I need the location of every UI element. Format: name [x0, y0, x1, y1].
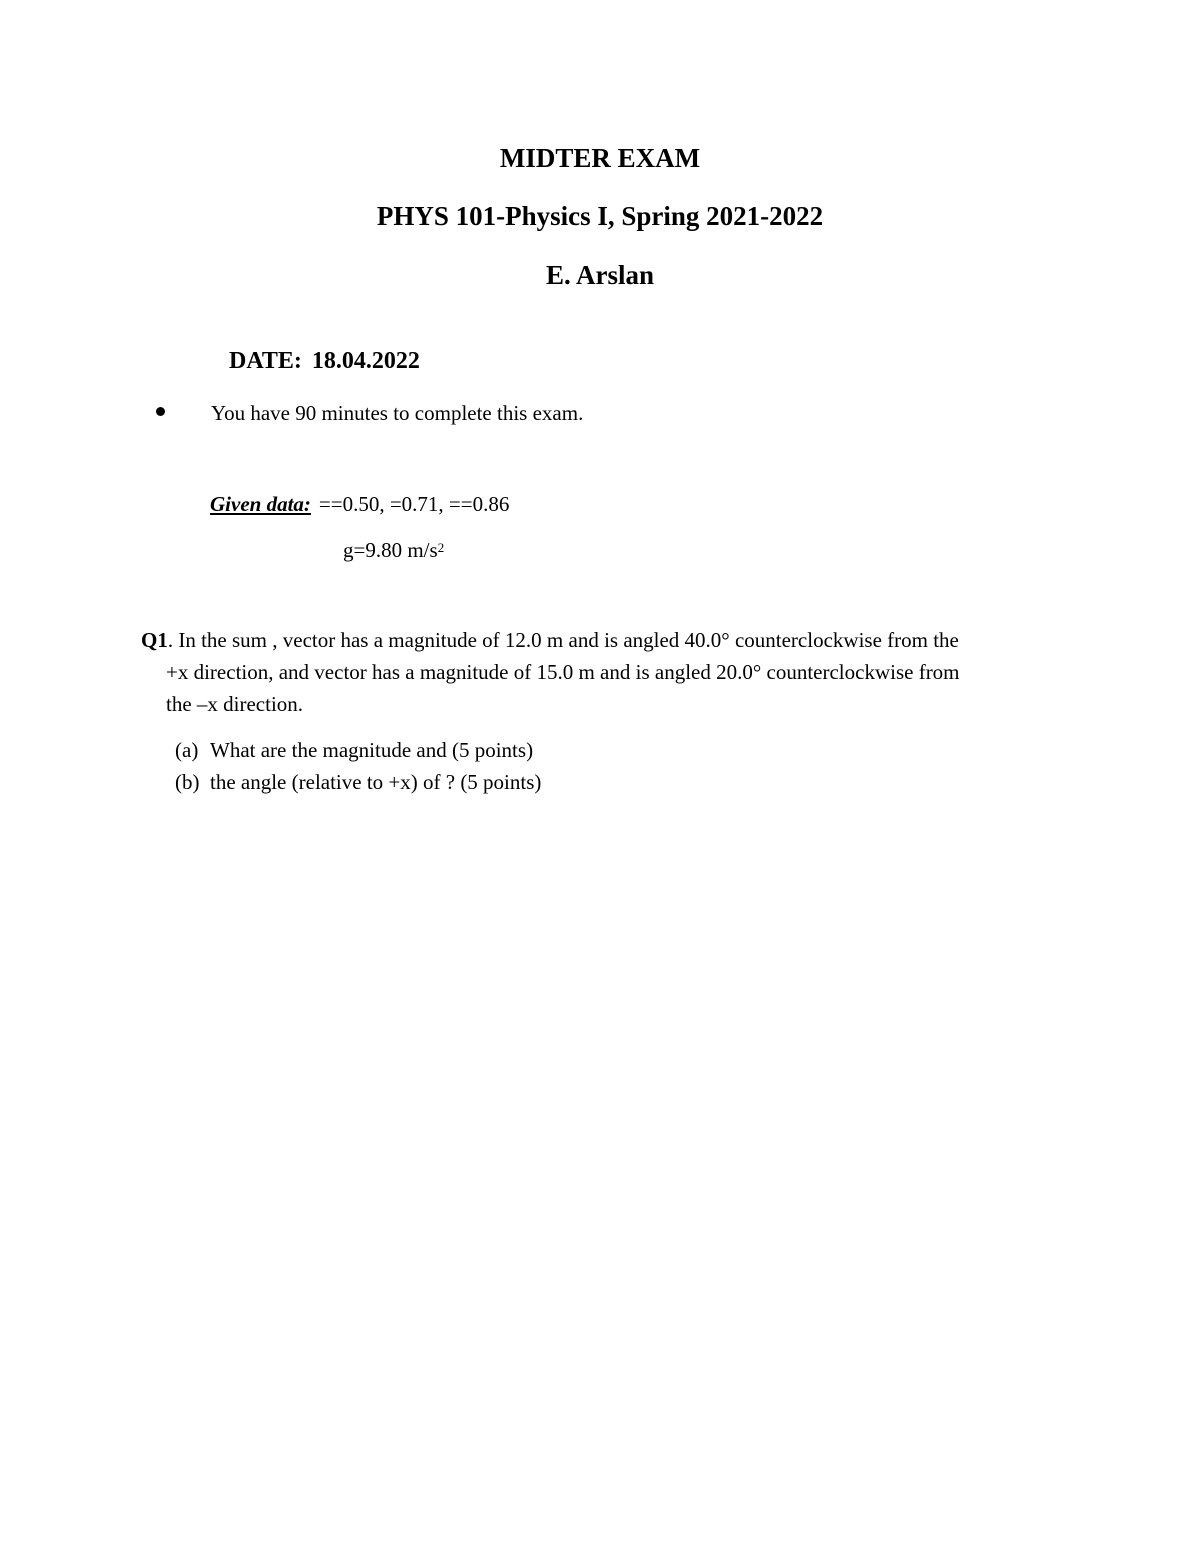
gravity-exponent: 2: [437, 540, 445, 555]
gravity-value: [343, 535, 444, 565]
given-data-values: ==0.50, =0.71, ==0.86: [318, 492, 510, 516]
question-1-line-3: the –x direction.: [166, 692, 304, 716]
instruction-text: You have 90 minutes to complete this exam.: [211, 401, 584, 425]
given-data: [210, 489, 509, 519]
course-title: PHYS 101-Physics I, Spring 2021-2022: [376, 201, 824, 231]
question-1: [141, 624, 1071, 720]
part-b-mark: (b): [175, 770, 200, 794]
question-1-label: Q1: [141, 628, 168, 652]
question-1-text-1: . In the sum , vector has a magnitude of 12.0 m and is angled 40.0° counterclockwise from the: [167, 628, 959, 652]
gravity-text: g=9.80 m/s: [343, 538, 438, 562]
bullet-icon: [156, 407, 165, 416]
question-1-part-b: [175, 767, 541, 797]
instructor-name: E. Arslan: [545, 260, 655, 290]
part-a-text: What are the magnitude and (5 points): [210, 738, 534, 762]
question-1-line-1: [141, 624, 1071, 656]
exam-date: [229, 346, 420, 376]
question-1-line-2: +x direction, and vector has a magnitude of 15.0 m and is angled 20.0° counterclockwise from: [166, 660, 960, 684]
date-label: DATE:: [229, 348, 302, 374]
exam-title: MIDTER EXAM: [499, 143, 701, 173]
question-1-part-a: [175, 735, 533, 765]
given-data-label: Given data:: [210, 492, 311, 516]
part-b-text: the angle (relative to +x) of ? (5 points): [210, 770, 542, 794]
date-value: 18.04.2022: [311, 348, 420, 374]
part-a-mark: (a): [175, 738, 199, 762]
